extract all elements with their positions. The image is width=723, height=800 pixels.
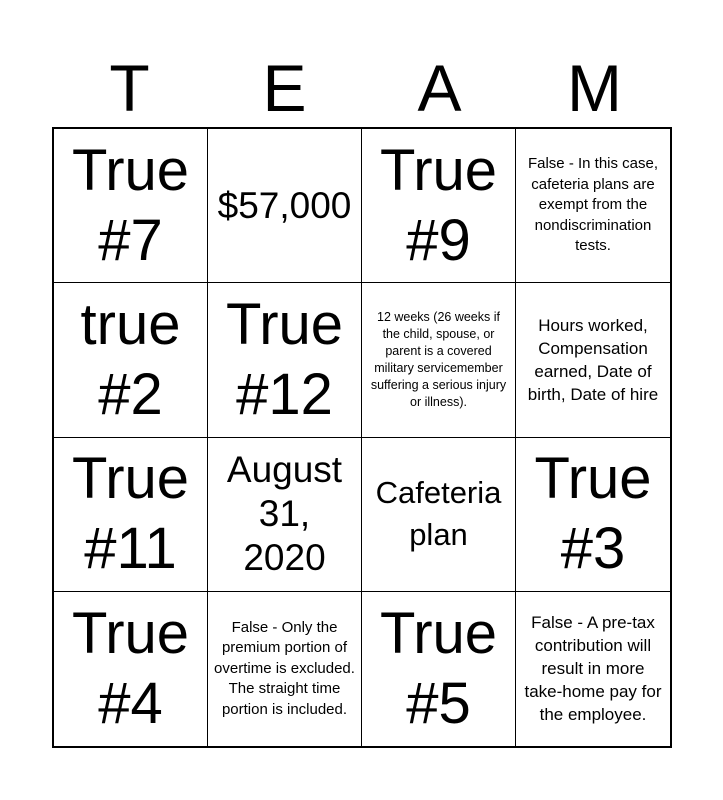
bingo-cell-r4-c1[interactable]: True #4	[54, 592, 208, 746]
header-letter-t: T	[109, 51, 150, 125]
bingo-cell-r1-c2[interactable]: $57,000	[208, 129, 362, 283]
header-letter-a: A	[417, 51, 462, 125]
header-letter-e: E	[262, 51, 307, 125]
bingo-cell-r3-c1[interactable]: True #11	[54, 438, 208, 592]
bingo-cell-r3-c4[interactable]: True #3	[516, 438, 670, 592]
bingo-header	[52, 48, 672, 128]
bingo-cell-r2-c3[interactable]: 12 weeks (26 weeks if the child, spouse, or parent is a covered military servicemember suffering a serious injury or illness).	[362, 283, 516, 437]
bingo-board	[52, 127, 672, 748]
bingo-cell-r1-c3[interactable]: True #9	[362, 129, 516, 283]
bingo-cell-r1-c4[interactable]: False - In this case, cafeteria plans are exempt from the nondiscrimination tests.	[516, 129, 670, 283]
bingo-cell-r4-c2[interactable]: False - Only the premium portion of overtime is excluded. The straight time portion is included.	[208, 592, 362, 746]
bingo-cell-r1-c1[interactable]: True #7	[54, 129, 208, 283]
bingo-cell-r2-c1[interactable]: true #2	[54, 283, 208, 437]
bingo-cell-r2-c4[interactable]: Hours worked, Compensation earned, Date of birth, Date of hire	[516, 283, 670, 437]
bingo-cell-r4-c3[interactable]: True #5	[362, 592, 516, 746]
header-letter-m: M	[567, 51, 622, 125]
bingo-cell-r2-c2[interactable]: True #12	[208, 283, 362, 437]
bingo-cell-r4-c4[interactable]: False - A pre-tax contribution will result in more take-home pay for the employee.	[524, 613, 662, 725]
bingo-cell-r3-c2[interactable]: August 31, 2020	[208, 438, 362, 592]
bingo-cell-r3-c3[interactable]: Cafeteria plan	[362, 438, 516, 592]
